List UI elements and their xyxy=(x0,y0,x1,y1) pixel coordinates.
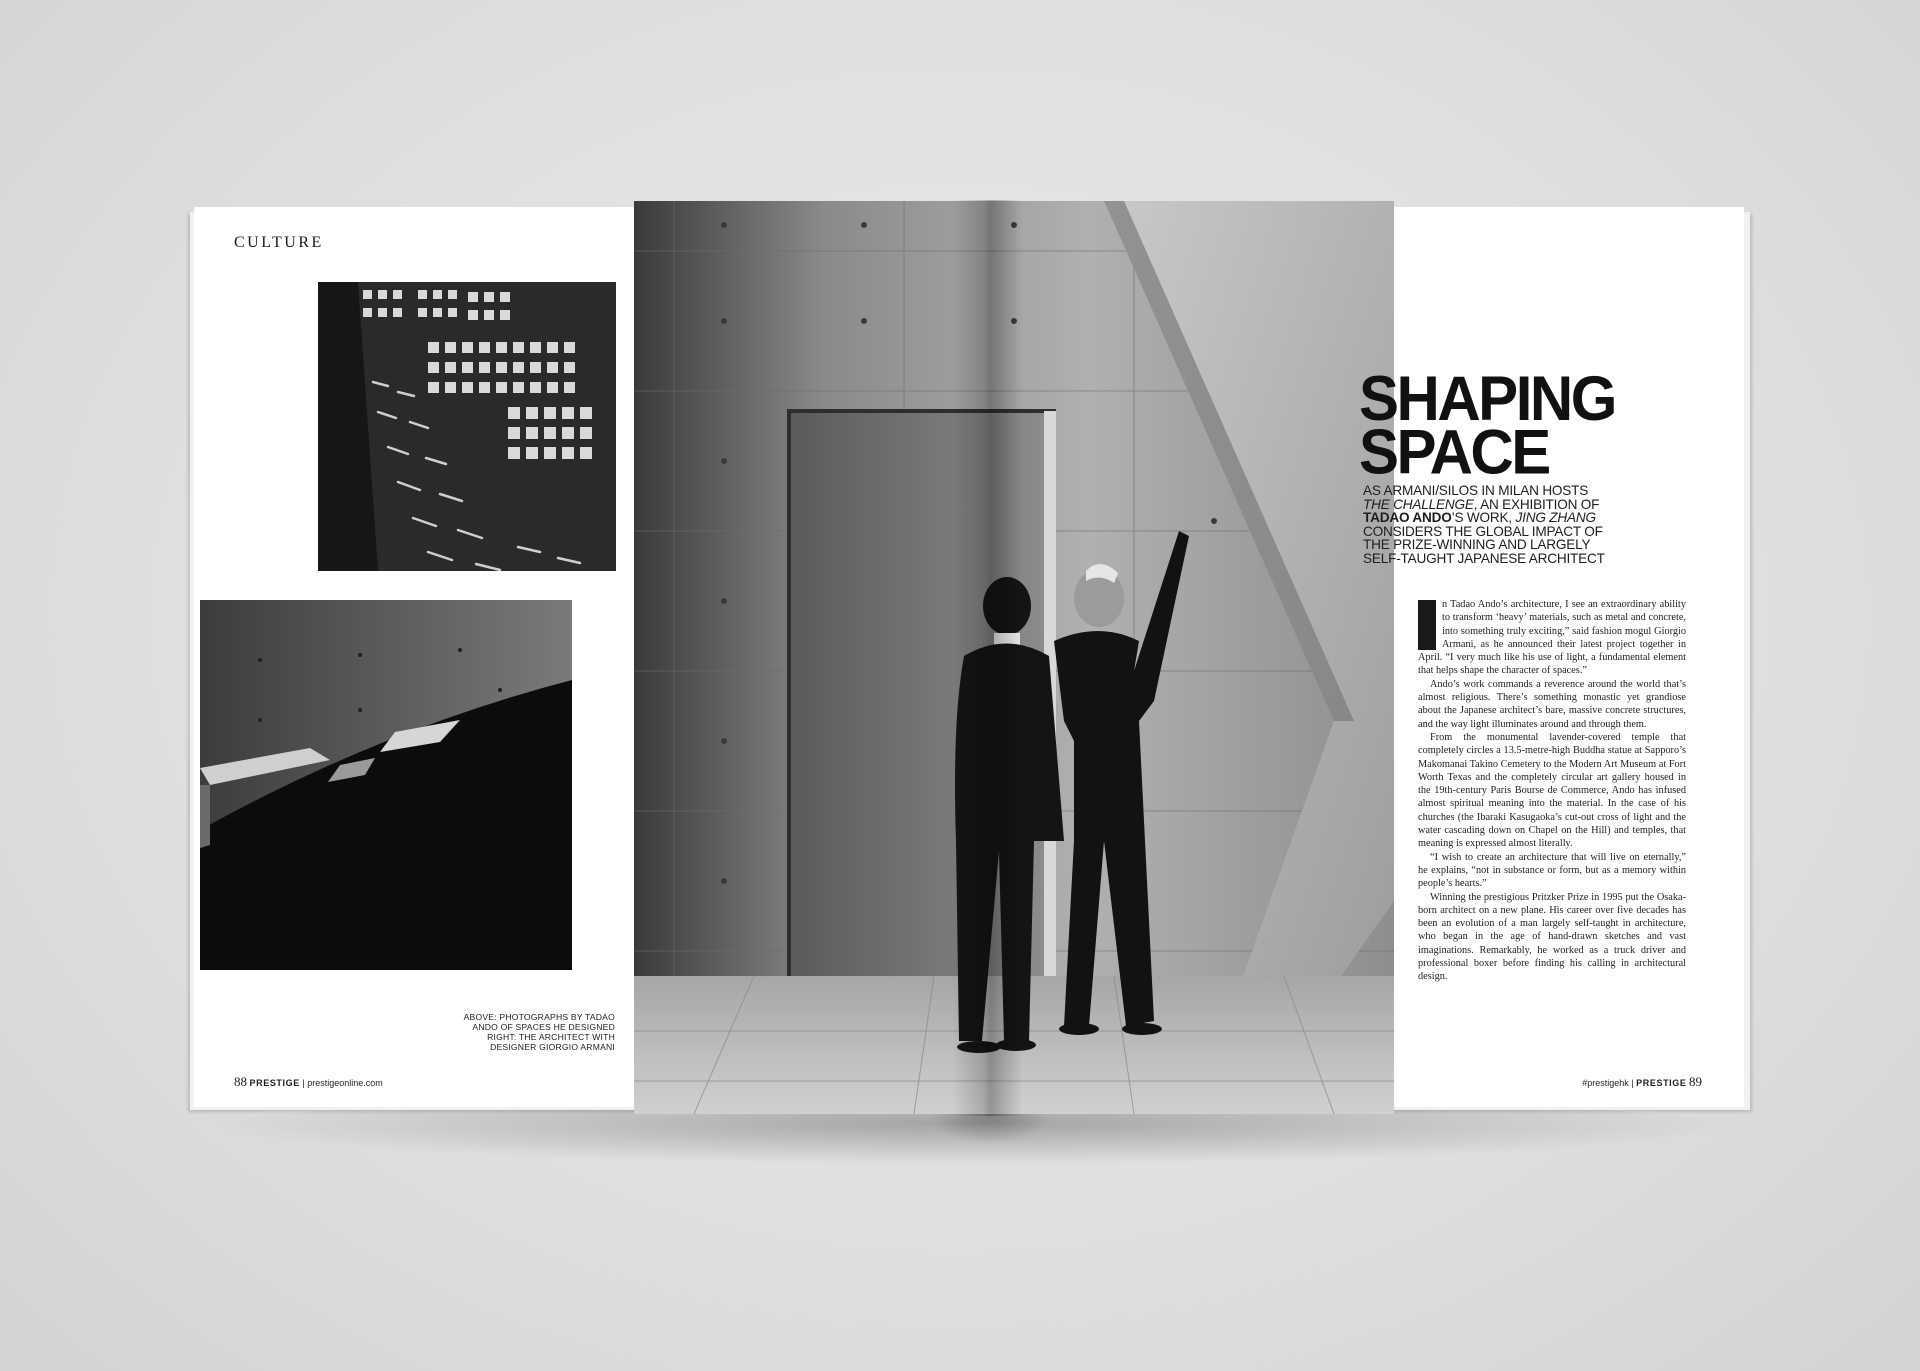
website-url: prestigeonline.com xyxy=(307,1078,383,1088)
section-label: CULTURE xyxy=(234,234,324,251)
standfirst-part-3: , AN EXHIBITION OF xyxy=(1473,496,1600,512)
folio-separator-right: | xyxy=(1631,1078,1634,1088)
spine-gutter xyxy=(952,200,1022,1116)
headline-line-2: SPACE xyxy=(1359,416,1549,487)
page-number-right: 89 xyxy=(1689,1074,1702,1089)
body-paragraph: “I wish to create an architecture that will live on eternally,” he explains, “not in substance or form, but as a memory within people’s hearts.” xyxy=(1418,851,1686,890)
body-paragraph: n Tadao Ando’s architecture, I see an extraordinary ability to transform ‘heavy’ materials, such as metal and concrete, into something truly exciting,” said fashion mogul Giorgio Armani, as he announced their latest project together in April. “I very much like his use of light, a fundamental element that helps shape the character of spaces.” xyxy=(1418,599,1686,677)
photo-curved-wall-illustration xyxy=(200,600,572,970)
standfirst-part-1: AS ARMANI/SILOS IN MILAN HOSTS xyxy=(1363,483,1589,498)
standfirst-part-5: ’S WORK, xyxy=(1451,510,1516,525)
photo-lattice-light xyxy=(318,282,616,571)
headline xyxy=(1359,363,1615,487)
hashtag: #prestigehk xyxy=(1582,1078,1629,1088)
magazine-name-left: PRESTIGE xyxy=(249,1078,300,1088)
exhibition-title: THE CHALLENGE xyxy=(1363,496,1474,512)
photo-caption: ABOVE: PHOTOGRAPHS BY TADAO ANDO OF SPACES HE DESIGNED RIGHT: THE ARCHITECT WITH DESIGNER GIORGIO ARMANI xyxy=(463,1012,615,1052)
body-paragraph: From the monumental lavender-covered temple that completely circles a 13.5-metre-high Buddha statue at Sapporo’s Makomanai Takino Cemetery to the Modern Art Museum at Fort Worth Texas and the completely circular art gallery housed in the 19th-century Paris Bourse de Commerce, Ando has infused almost spiritual meaning into the material. In the case of his churches (the Ibaraki Kasugaoka’s cut-out cross of light and the water cascading down on Chapel on the Hill) and temples, that meaning is expressed almost literally. xyxy=(1418,731,1686,850)
folio-separator-left: | xyxy=(302,1078,305,1088)
page-number-left: 88 xyxy=(234,1074,247,1089)
magazine-name-right: PRESTIGE xyxy=(1636,1078,1687,1088)
standfirst xyxy=(1363,484,1613,565)
photo-lattice-illustration xyxy=(318,282,616,571)
body-paragraph: Ando’s work commands a reverence around the world that’s almost religious. There’s something monastic yet grandiose about the Japanese architect’s bare, massive concrete structures, and the way light illuminates around and through them. xyxy=(1418,678,1686,730)
standfirst-part-7: CONSIDERS THE GLOBAL IMPACT OF THE PRIZE-WINNING AND LARGELY SELF-TAUGHT JAPANESE ARCHITECT xyxy=(1363,523,1605,566)
architect-name: TADAO ANDO xyxy=(1363,510,1452,525)
photo-curved-wall xyxy=(200,600,572,970)
folio-left xyxy=(234,1074,383,1090)
article-body xyxy=(1418,598,1686,984)
body-paragraph: Winning the prestigious Pritzker Prize in 1995 put the Osaka-born architect on a new plane. His career over five decades has been an evolution of a man largely self-taught in architecture, who began in the age of hand-drawn sketches and vast imaginations. Remarkably, he worked as a truck driver and professional boxer before finding his calling in architectural design. xyxy=(1418,891,1686,983)
folio-right xyxy=(1582,1074,1702,1090)
headline-line-1: SHAPING xyxy=(1359,363,1615,434)
drop-cap-i xyxy=(1418,600,1436,650)
author-name: JING ZHANG xyxy=(1515,510,1596,525)
